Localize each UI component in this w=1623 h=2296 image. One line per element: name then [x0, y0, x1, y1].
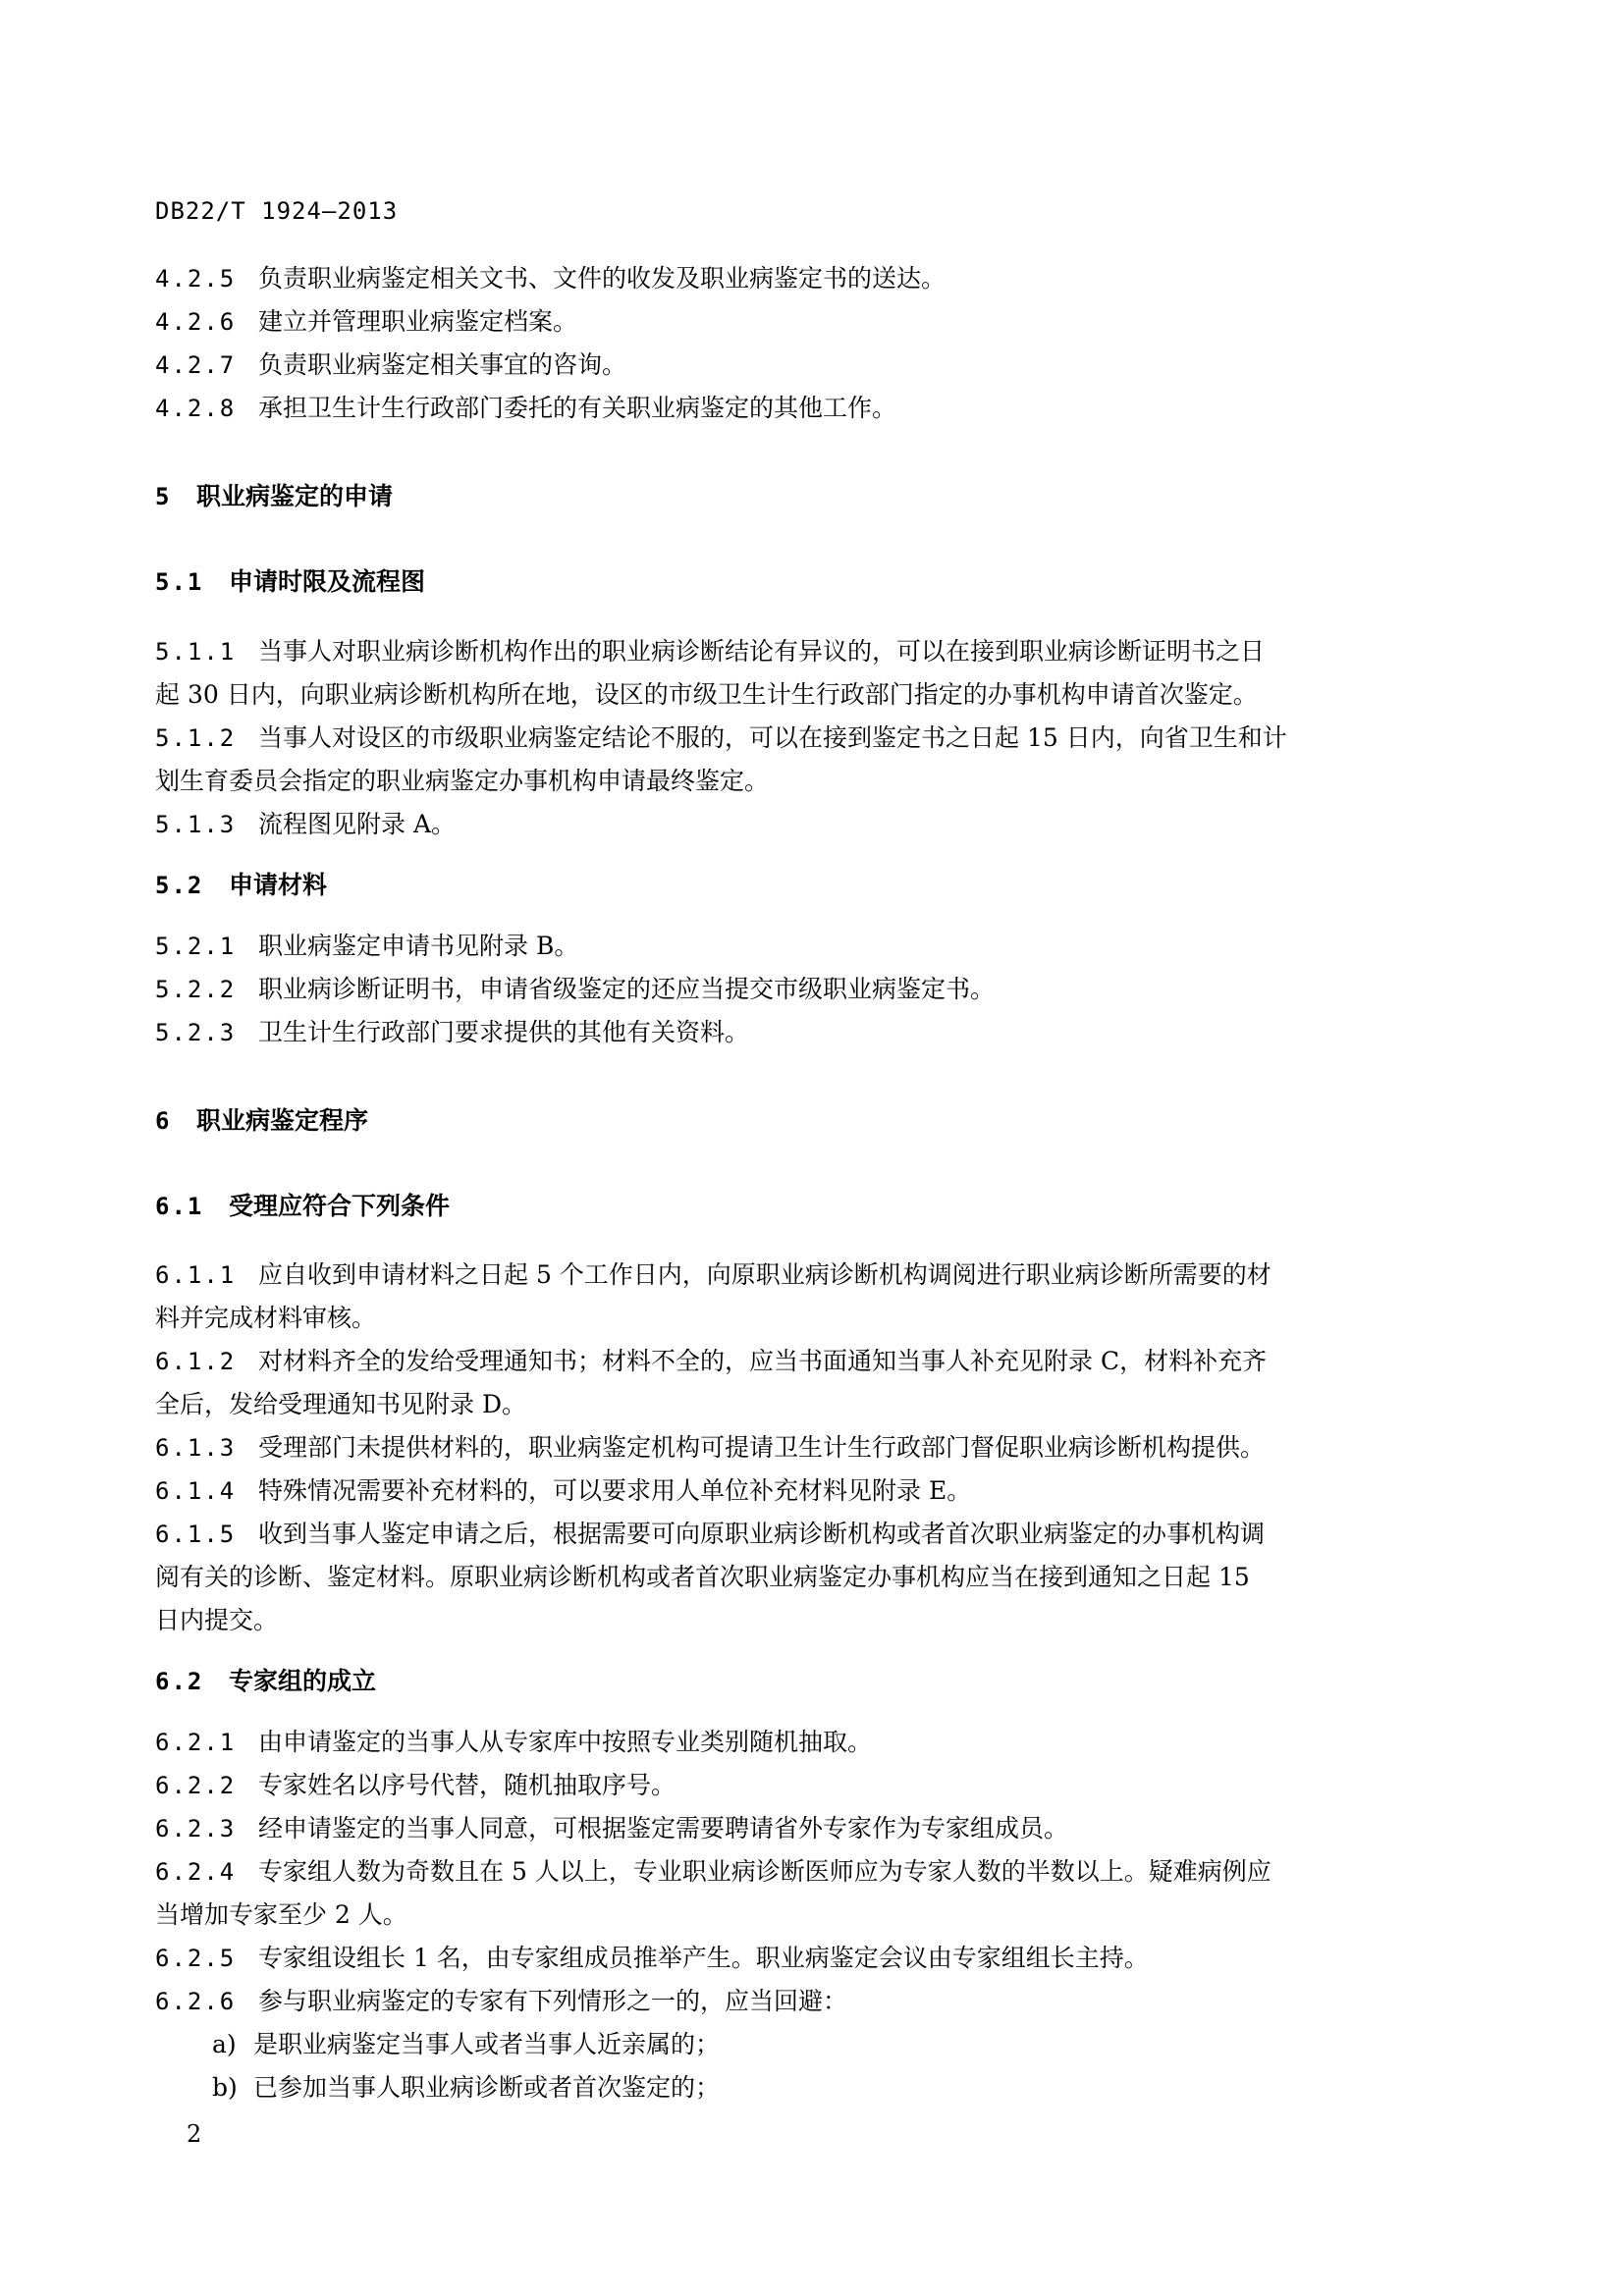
clause-5-2-2: [155, 968, 1441, 1011]
clause-text: 承担卫生计生行政部门委托的有关职业病鉴定的其他工作。: [258, 394, 897, 422]
clause-text: 职业病鉴定申请书见附录 B。: [258, 932, 579, 960]
clause-4-2-8: [155, 387, 1441, 430]
clause-6-1-5-continued-2: 日内提交。: [155, 1606, 279, 1634]
clause-5-1-2: [155, 717, 1441, 760]
clause-6-2-5: [155, 1937, 1441, 1980]
section-title: 申请材料: [229, 871, 328, 899]
clause-6-2-4: [155, 1850, 1441, 1894]
clause-number: 5.2.3: [155, 1019, 237, 1046]
clause-text: 对材料齐全的发给受理通知书；材料不全的，应当书面通知当事人补充见附录 C，材料补充齐: [258, 1347, 1268, 1375]
clause-number: 5.1.2: [155, 724, 237, 752]
clause-number: 5.1.3: [155, 811, 237, 838]
clause-6-2-3: [155, 1807, 1441, 1850]
document-code-header: DB22/T 1924—2013: [155, 197, 399, 225]
section-title: 申请时限及流程图: [229, 567, 426, 596]
section-heading-5: [155, 475, 1441, 518]
clause-number: 4.2.7: [155, 351, 237, 379]
list-item-text: 已参加当事人职业病诊断或者首次鉴定的；: [253, 2073, 721, 2102]
list-item-label: a): [212, 2030, 237, 2058]
clause-number: 6.1.2: [155, 1348, 237, 1375]
section-number: 5.1: [155, 568, 204, 596]
clause-6-1-2: [155, 1340, 1441, 1383]
list-item-b: [212, 2066, 1498, 2109]
clause-6-1-5: [155, 1513, 1441, 1556]
clause-5-1-2-continued: 划生育委员会指定的职业病鉴定办事机构申请最终鉴定。: [155, 767, 770, 795]
page-number: 2: [187, 2120, 202, 2148]
clause-5-1-3: [155, 803, 1441, 846]
clause-number: 6.2.5: [155, 1945, 237, 1972]
clause-5-2-3: [155, 1011, 1441, 1054]
clause-text: 受理部门未提供材料的，职业病鉴定机构可提请卫生计生行政部门督促职业病诊断机构提供。: [258, 1433, 1266, 1462]
clause-6-1-1-continued: 料并完成材料审核。: [155, 1304, 377, 1332]
section-number: 5: [155, 483, 172, 510]
section-number: 5.2: [155, 872, 204, 899]
clause-text: 经申请鉴定的当事人同意，可根据鉴定需要聘请省外专家作为专家组成员。: [258, 1814, 1069, 1842]
subsection-heading-6-2: [155, 1660, 1441, 1703]
clause-6-1-1: [155, 1254, 1441, 1297]
clause-4-2-5: [155, 257, 1441, 300]
clause-text: 专家组人数为奇数且在 5 人以上，专业职业病诊断医师应为专家人数的半数以上。疑难病例应: [258, 1857, 1271, 1886]
clause-5-2-1: [155, 925, 1441, 968]
clause-text: 专家组设组长 1 名，由专家组成员推举产生。职业病鉴定会议由专家组组长主持。: [258, 1944, 1149, 1972]
clause-5-1-1-continued: 起 30 日内，向职业病诊断机构所在地，设区的市级卫生计生行政部门指定的办事机构申请首次鉴定。: [155, 680, 1258, 709]
clause-text: 特殊情况需要补充材料的，可以要求用人单位补充材料见附录 E。: [258, 1476, 972, 1505]
section-heading-6: [155, 1099, 1441, 1143]
list-item-text: 是职业病鉴定当事人或者当事人近亲属的；: [253, 2030, 721, 2058]
clause-text: 收到当事人鉴定申请之后，根据需要可向原职业病诊断机构或者首次职业病鉴定的办事机构调: [258, 1520, 1266, 1548]
section-title: 专家组的成立: [229, 1667, 377, 1695]
clause-number: 6.2.1: [155, 1729, 237, 1756]
list-item-label: b): [212, 2073, 238, 2102]
clause-number: 6.1.3: [155, 1434, 237, 1462]
clause-number: 4.2.8: [155, 395, 237, 422]
subsection-heading-5-1: [155, 561, 1441, 604]
clause-6-2-6: [155, 1980, 1441, 2023]
clause-number: 4.2.5: [155, 265, 237, 293]
clause-text: 流程图见附录 A。: [258, 810, 457, 838]
clause-text: 职业病诊断证明书，申请省级鉴定的还应当提交市级职业病鉴定书。: [258, 975, 996, 1003]
clause-text: 当事人对职业病诊断机构作出的职业病诊断结论有异议的，可以在接到职业病诊断证明书之日: [258, 637, 1266, 666]
clause-number: 5.2.2: [155, 976, 237, 1003]
clause-number: 6.2.4: [155, 1858, 237, 1886]
clause-number: 6.1.4: [155, 1477, 237, 1505]
clause-4-2-7: [155, 344, 1441, 387]
clause-number: 6.2.2: [155, 1772, 237, 1799]
clause-6-2-1: [155, 1721, 1441, 1764]
clause-number: 5.1.1: [155, 638, 237, 666]
clause-text: 负责职业病鉴定相关文书、文件的收发及职业病鉴定书的送达。: [258, 264, 947, 293]
clause-6-2-4-continued: 当增加专家至少 2 人。: [155, 1900, 407, 1929]
section-number: 6: [155, 1107, 172, 1135]
section-title: 受理应符合下列条件: [229, 1192, 451, 1220]
section-title: 职业病鉴定程序: [196, 1106, 369, 1135]
clause-text: 当事人对设区的市级职业病鉴定结论不服的，可以在接到鉴定书之日起 15 日内，向省卫生和计: [258, 723, 1287, 752]
clause-number: 6.2.6: [155, 1988, 237, 2015]
clause-6-1-5-continued: 阅有关的诊断、鉴定材料。原职业病诊断机构或者首次职业病鉴定办事机构应当在接到通知之日起 15: [155, 1563, 1250, 1591]
clause-6-1-4: [155, 1469, 1441, 1513]
clause-text: 由申请鉴定的当事人从专家库中按照专业类别随机抽取。: [258, 1728, 873, 1756]
section-number: 6.1: [155, 1193, 204, 1220]
section-number: 6.2: [155, 1668, 204, 1695]
clause-5-1-1: [155, 630, 1441, 673]
clause-text: 应自收到申请材料之日起 5 个工作日内，向原职业病诊断机构调阅进行职业病诊断所需要的材: [258, 1260, 1271, 1289]
clause-text: 负责职业病鉴定相关事宜的咨询。: [258, 350, 627, 379]
subsection-heading-6-1: [155, 1185, 1441, 1228]
clause-text: 参与职业病鉴定的专家有下列情形之一的，应当回避：: [258, 1987, 848, 2015]
clause-6-1-3: [155, 1426, 1441, 1469]
clause-text: 专家姓名以序号代替，随机抽取序号。: [258, 1771, 676, 1799]
list-item-a: [212, 2023, 1498, 2066]
clause-number: 4.2.6: [155, 308, 237, 336]
clause-number: 6.2.3: [155, 1815, 237, 1842]
clause-number: 5.2.1: [155, 933, 237, 960]
clause-number: 6.1.1: [155, 1261, 237, 1289]
clause-text: 卫生计生行政部门要求提供的其他有关资料。: [258, 1018, 750, 1046]
section-title: 职业病鉴定的申请: [196, 482, 394, 510]
clause-text: 建立并管理职业病鉴定档案。: [258, 307, 578, 336]
clause-6-2-2: [155, 1764, 1441, 1807]
subsection-heading-5-2: [155, 864, 1441, 907]
clause-4-2-6: [155, 300, 1441, 344]
clause-number: 6.1.5: [155, 1521, 237, 1548]
clause-6-1-2-continued: 全后，发给受理通知书见附录 D。: [155, 1390, 526, 1418]
